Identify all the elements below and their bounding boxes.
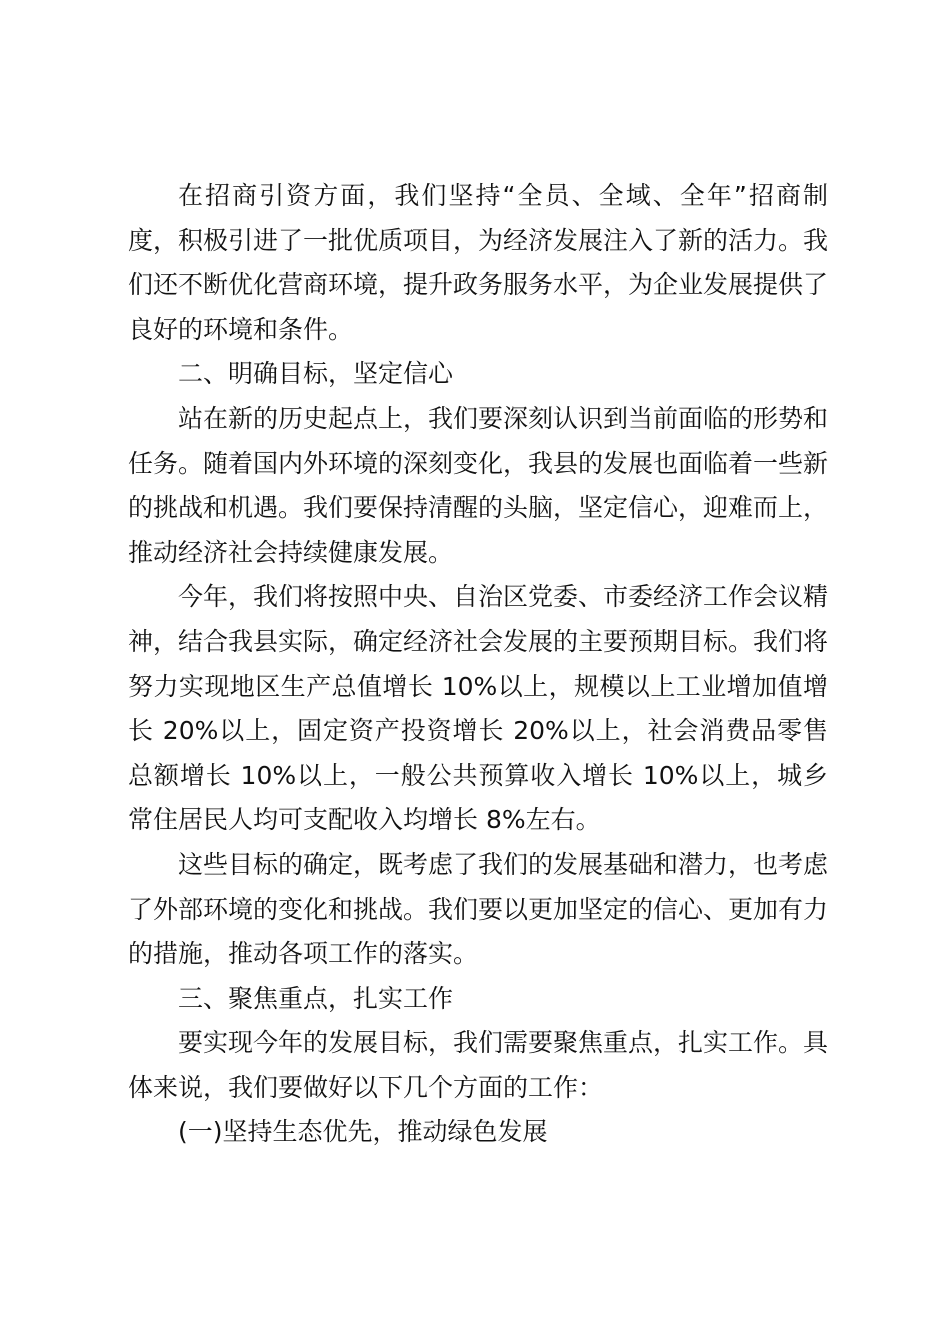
subsection-heading-1: (一)坚持生态优先，推动绿色发展: [178, 1117, 548, 1147]
paragraph-target-considerations: 这些目标的确定，既考虑了我们的发展基础和潜力，也考虑了外部环境的变化和挑战。我们要以更加坚定的信心、更加有力的措施，推动各项工作的落实。: [128, 849, 829, 969]
document-body: [128, 174, 828, 1155]
section-heading-3: 三、聚焦重点，扎实工作: [178, 983, 454, 1013]
paragraph-new-starting-point: 站在新的历史起点上，我们要深刻认识到当前面临的形势和任务。随着国内外环境的深刻变化，我县的发展也面临着一些新的挑战和机遇。我们要保持清醒的头脑，坚定信心，迎难而上，推动经济社会持续健康发展。: [128, 403, 829, 567]
paragraph-annual-targets: 今年，我们将按照中央、自治区党委、市委经济工作会议精神，结合我县实际，确定经济社会发展的主要预期目标。我们将努力实现地区生产总值增长 10%以上，规模以上工业增加值增长 20%以上，固定资产投资增长 20%以上，社会消费品零售总额增长 10%以上，一般公共预算收入增长 10%以上，城乡常住居民人均可支配收入均增长 8%左右。: [128, 582, 829, 835]
paragraph-investment: 在招商引资方面，我们坚持“全员、全域、全年”招商制度，积极引进了一批优质项目，为经济发展注入了新的活力。我们还不断优化营商环境，提升政务服务水平，为企业发展提供了良好的环境和条件。: [128, 181, 829, 344]
paragraph-focus-work: 要实现今年的发展目标，我们需要聚焦重点，扎实工作。具体来说，我们要做好以下几个方面的工作：: [128, 1028, 829, 1102]
section-heading-2: 二、明确目标，坚定信心: [178, 359, 454, 389]
